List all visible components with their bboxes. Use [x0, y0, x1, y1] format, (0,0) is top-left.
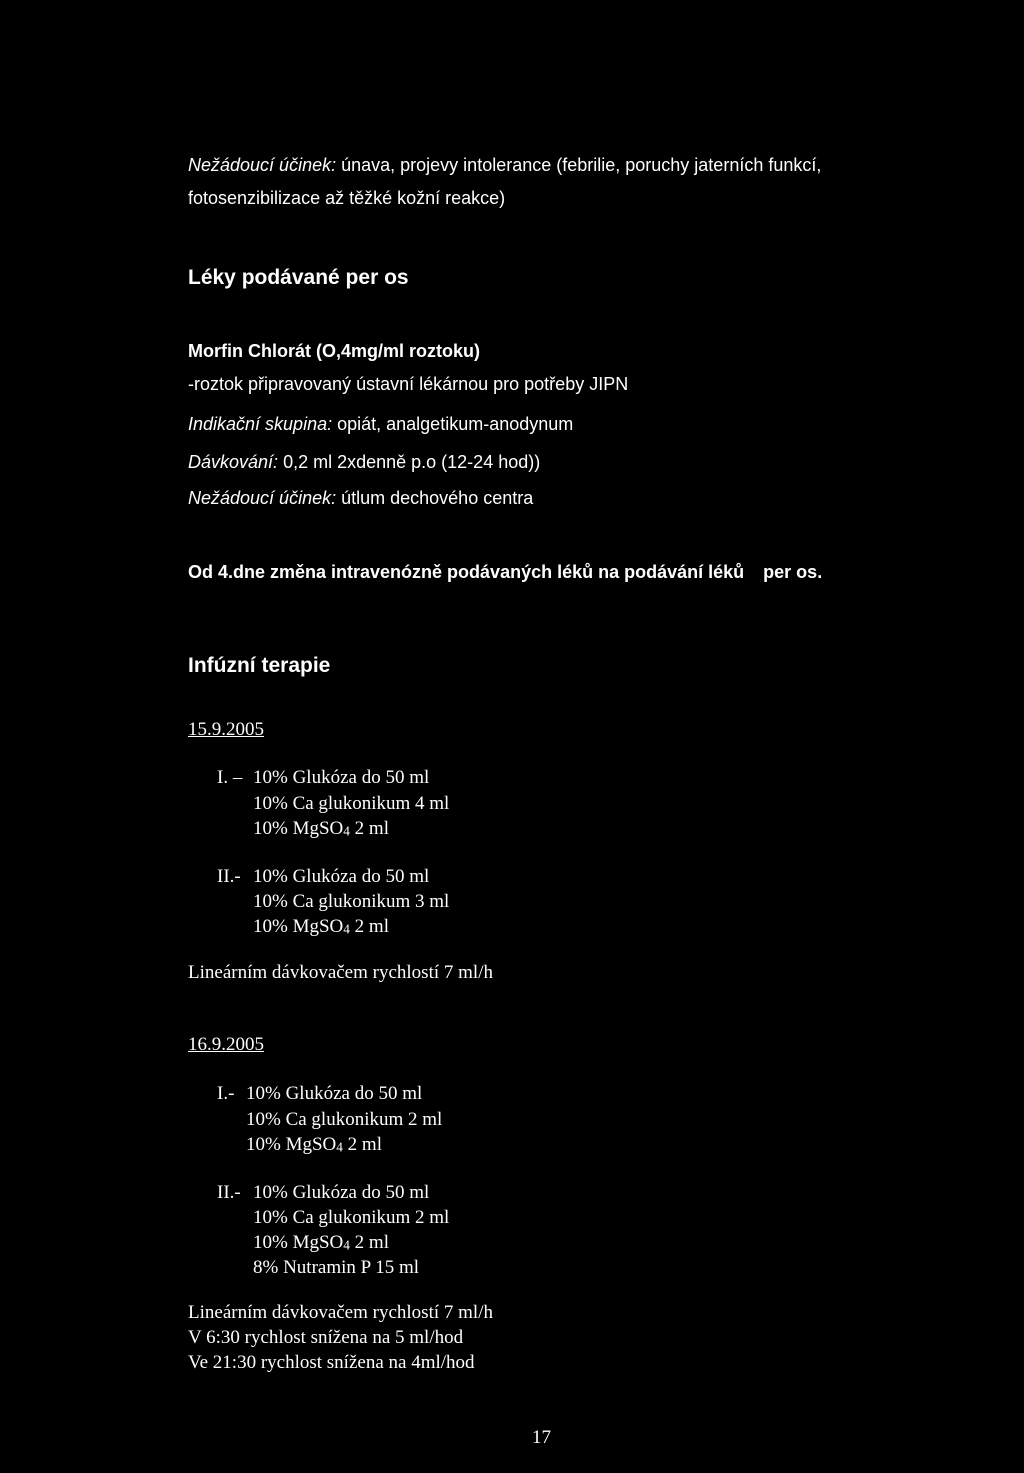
drug-indication-line — [188, 414, 573, 435]
date-day2: 16.9.2005 — [188, 1034, 264, 1055]
day2-group1-line1: 10% Glukóza do 50 ml — [246, 1083, 423, 1104]
mgso4-text: 10% MgSO — [246, 1134, 337, 1155]
side-effect-label: Nežádoucí účinek: — [188, 488, 337, 508]
day1-group1-prefix: I. – — [217, 767, 243, 788]
day2-group2-prefix: II.- — [217, 1182, 241, 1203]
drug-description: -roztok připravovaný ústavní lékárnou pro potřeby JIPN — [188, 374, 629, 394]
day1-group2-prefix: II.- — [217, 866, 241, 887]
indication-text: opiát, analgetikum-anodynum — [337, 414, 574, 434]
indication-label: Indikační skupina: — [188, 414, 333, 434]
drug-title-morfin: Morfin Chlorát (O,4mg/ml roztoku) — [188, 341, 480, 361]
drug-dosage-line — [188, 452, 540, 473]
day2-group1-line3 — [246, 1134, 382, 1156]
day1-group1-line1: 10% Glukóza do 50 ml — [253, 767, 430, 788]
mgso4-subscript: 4 — [336, 1139, 343, 1155]
mgso4-subscript: 4 — [343, 823, 350, 839]
dosage-text: 0,2 ml 2xdenně p.o (12-24 hod)) — [283, 452, 541, 472]
dosage-label: Dávkování: — [188, 452, 279, 472]
date-day1: 15.9.2005 — [188, 719, 264, 740]
change-note-end: per os. — [763, 562, 823, 582]
mgso4-dose: 2 ml — [342, 1134, 382, 1155]
day2-group2-line1: 10% Glukóza do 50 ml — [253, 1182, 430, 1203]
mgso4-text: 10% MgSO — [253, 1232, 344, 1253]
mgso4-dose: 2 ml — [349, 1232, 389, 1253]
day2-rate-line2: V 6:30 rychlost snížena na 5 ml/hod — [188, 1327, 464, 1348]
change-note — [188, 562, 822, 583]
mgso4-dose: 2 ml — [349, 818, 389, 839]
day2-group1-line2: 10% Ca glukonikum 2 ml — [246, 1109, 443, 1130]
change-note-text: Od 4.dne změna intravenózně podávaných léků na podávání léků — [188, 562, 745, 582]
mgso4-subscript: 4 — [343, 1237, 350, 1253]
day2-group2-line2: 10% Ca glukonikum 2 ml — [253, 1207, 450, 1228]
day1-group2-line1: 10% Glukóza do 50 ml — [253, 866, 430, 887]
mgso4-text: 10% MgSO — [253, 916, 344, 937]
prev-side-effect-label: Nežádoucí účinek: — [188, 155, 337, 175]
day1-group2-line2: 10% Ca glukonikum 3 ml — [253, 891, 450, 912]
section-heading-infusion: Infúzní terapie — [188, 654, 331, 677]
mgso4-text: 10% MgSO — [253, 818, 344, 839]
drug-side-effect-line — [188, 488, 533, 509]
day2-group2-line3 — [253, 1232, 389, 1254]
day2-group2-line4: 8% Nutramin P 15 ml — [253, 1257, 420, 1278]
day2-rate-line1: Lineárním dávkovačem rychlostí 7 ml/h — [188, 1302, 493, 1323]
prev-side-effect-line2: fotosenzibilizace až těžké kožní reakce) — [188, 188, 506, 208]
day1-rate: Lineárním dávkovačem rychlostí 7 ml/h — [188, 962, 493, 983]
day1-group1-line2: 10% Ca glukonikum 4 ml — [253, 793, 450, 814]
prev-side-effect-text1: únava, projevy intolerance (febrilie, poruchy jaterních funkcí, — [341, 155, 822, 175]
day2-rate-line3: Ve 21:30 rychlost snížena na 4ml/hod — [188, 1352, 475, 1373]
day2-group1-prefix: I.- — [217, 1083, 235, 1104]
day1-group2-line3 — [253, 916, 389, 938]
side-effect-text: útlum dechového centra — [341, 488, 534, 508]
day1-group1-line3 — [253, 818, 389, 840]
mgso4-dose: 2 ml — [349, 916, 389, 937]
page-number: 17 — [532, 1427, 551, 1448]
mgso4-subscript: 4 — [343, 921, 350, 937]
prev-side-effect-line1 — [188, 155, 821, 176]
section-heading-oral: Léky podávané per os — [188, 266, 409, 289]
